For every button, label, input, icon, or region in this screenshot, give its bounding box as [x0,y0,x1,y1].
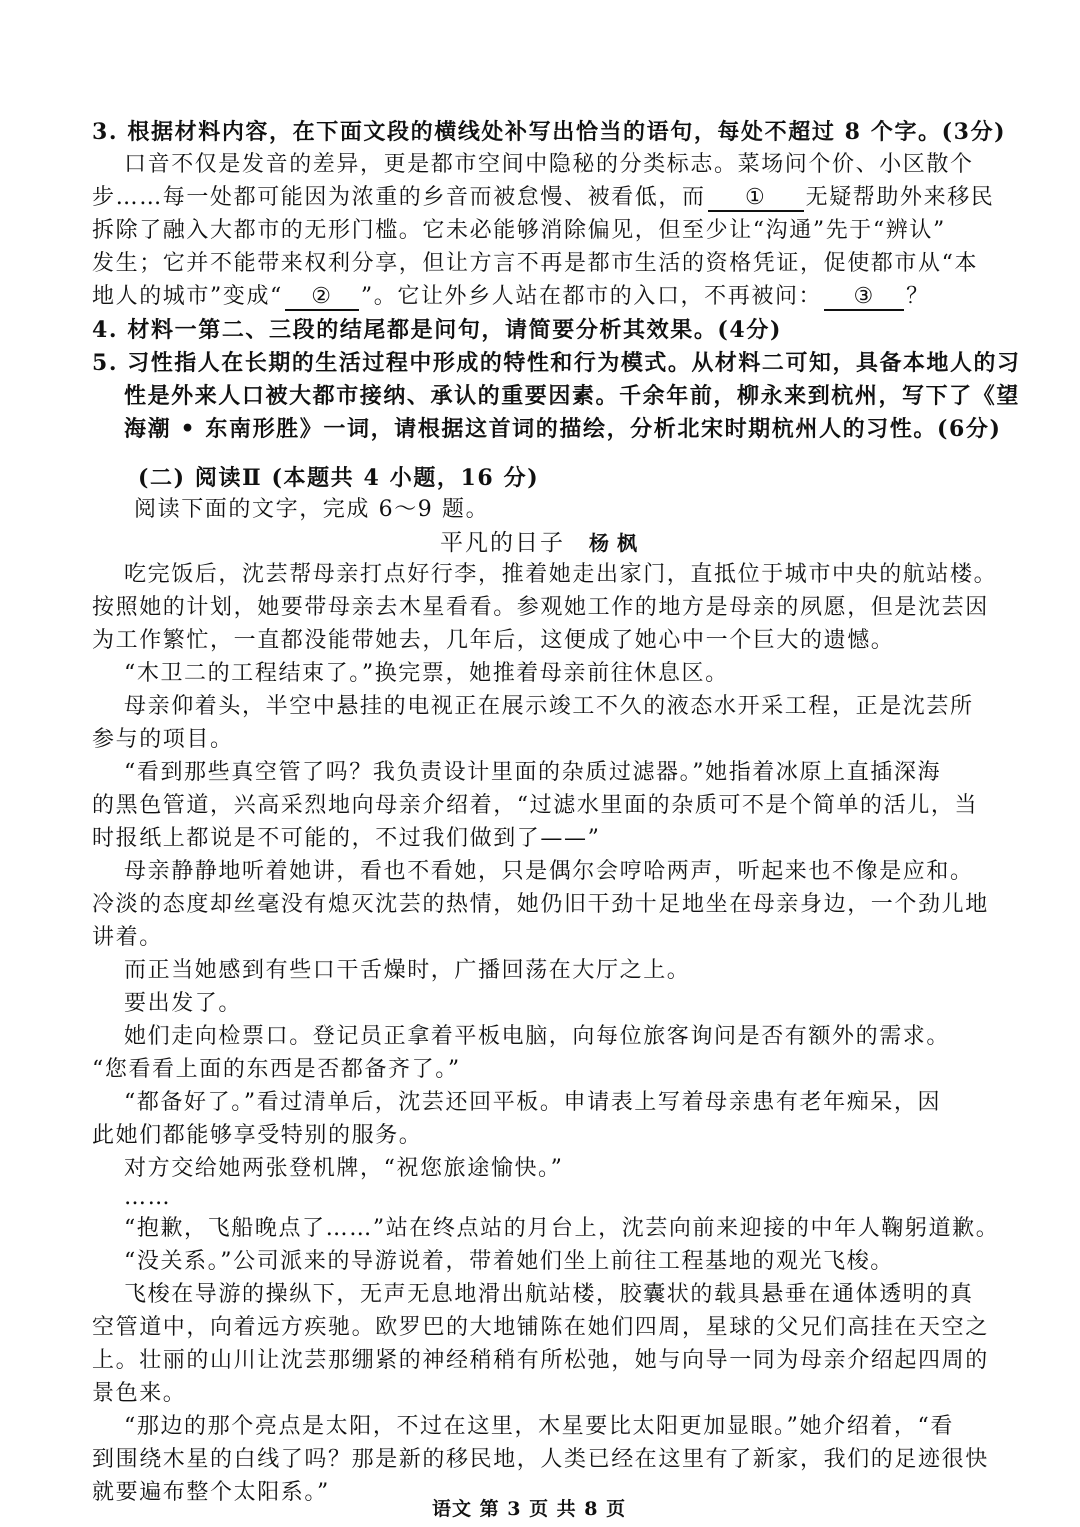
story-line: 讲着。 [92,925,163,950]
answer-blank-2: ② [285,285,359,311]
q3-passage-line-1: 口音不仅是发音的差异，更是都市空间中隐秘的分类标志。菜场问个价、小区散个 [124,152,974,177]
story-line: 就要遍布整个太阳系。” [92,1480,330,1505]
story-line: 冷淡的态度却丝毫没有熄灭沈芸的热情，她仍旧干劲十足地坐在母亲身边，一个劲儿地 [92,892,989,917]
answer-blank-3: ③ [824,285,904,311]
q3-line-2-text-a: 步……每一处都可能因为浓重的乡音而被怠慢、被看低，而 [92,185,706,210]
q3-passage-line-3: 拆除了融入大都市的无形门槛。它未必能够消除偏见，但至少让“沟通”先于“辨认” [92,218,946,243]
story-line: 景色来。 [92,1381,187,1406]
story-line: 母亲仰着头，半空中悬挂的电视正在展示竣工不久的液态水开采工程，正是沈芸所 [124,694,974,719]
story-line: 吃完饭后，沈芸帮母亲打点好行李，推着她走出家门，直抵位于城市中央的航站楼。 [124,562,998,587]
section-2-instruction: 阅读下面的文字，完成 6～9 题。 [134,497,490,522]
q3-header: 3. 根据材料内容，在下面文段的横线处补写出恰当的语句，每处不超过 8 个字。(3分) [92,119,1007,145]
story-line: 上。壮丽的山川让沈芸那绷紧的神经稍稍有所松弛，她与向导一同为母亲介绍起四周的 [92,1348,989,1373]
story-line: “那边的那个亮点是太阳，不过在这里，木星要比太阳更加显眼。”她介绍着，“看 [124,1414,954,1439]
story-title: 平凡的日子 [440,530,565,556]
story-line: 的黑色管道，兴高采烈地向母亲介绍着，“过滤水里面的杂质可不是个简单的活儿，当 [92,793,979,818]
q3-passage-line-5 [92,282,930,312]
story-line: “木卫二的工程结束了。”换完票，她推着母亲前往休息区。 [124,661,729,686]
q5-line-2: 性是外来人口被大都市接纳、承认的重要因素。千余年前，柳永来到杭州，写下了《望 [124,383,1020,409]
page-footer: 语文 第 3 页 共 8 页 [432,1498,627,1520]
story-line: 飞梭在导游的操纵下，无声无息地滑出航站楼，胶囊状的载具悬垂在通体透明的真 [124,1282,974,1307]
q3-line-5-text-b: ”。它让外乡人站在都市的入口，不再被问： [360,284,823,309]
story-line: 为工作繁忙，一直都没能带她去，几年后，这便成了她心中一个巨大的遗憾。 [92,628,895,653]
story-line: 而正当她感到有些口干舌燥时，广播回荡在大厅之上。 [124,958,691,983]
q3-line-5-text-c: ？ [906,284,930,309]
story-line: 时报纸上都说是不可能的，不过我们做到了——” [92,826,601,851]
story-line: 母亲静静地听着她讲，看也不看她，只是偶尔会哼哈两声，听起来也不像是应和。 [124,859,974,884]
section-2-heading: (二) 阅读Ⅱ (本题共 4 小题，16 分) [138,465,540,491]
answer-blank-1: ① [708,186,804,212]
q3-passage-line-2 [92,183,994,213]
story-title-line [440,528,645,559]
story-ellipsis: …… [124,1185,172,1210]
story-line: 要出发了。 [124,991,243,1016]
story-line: “抱歉，飞船晚点了……”站在终点站的月台上，沈芸向前来迎接的中年人鞠躬道歉。 [124,1216,1000,1241]
story-line: 她们走向检票口。登记员正拿着平板电脑，向每位旅客询问是否有额外的需求。 [124,1024,951,1049]
story-line: 对方交给她两张登机牌，“祝您旅途愉快。” [124,1156,564,1181]
q3-line-2-text-b: 无疑帮助外来移民 [805,185,995,210]
story-line: “都备好了。”看过清单后，沈芸还回平板。申请表上写着母亲患有老年痴呆，因 [124,1090,942,1115]
story-line: 此她们都能够享受特别的服务。 [92,1123,423,1148]
story-line: “您看看上面的东西是否都备齐了。” [92,1057,461,1082]
q3-passage-line-4: 发生；它并不能带来权利分享，但让方言不再是都市生活的资格凭证，促使都市从“本 [92,251,979,276]
story-line: 空管道中，向着远方疾驰。欧罗巴的大地铺陈在她们四周，星球的父兄们高挂在天空之 [92,1315,989,1340]
q3-line-5-text-a: 地人的城市”变成“ [92,284,283,309]
story-line: 按照她的计划，她要带母亲去木星看看。参观她工作的地方是母亲的夙愿，但是沈芸因 [92,595,989,620]
story-line: “没关系。”公司派来的导游说着，带着她们坐上前往工程基地的观光飞梭。 [124,1249,894,1274]
story-line: 到围绕木星的白线了吗？那是新的移民地，人类已经在这里有了新家，我们的足迹很快 [92,1447,989,1472]
story-line: “看到那些真空管了吗？我负责设计里面的杂质过滤器。”她指着冰原上直插深海 [124,760,942,785]
story-line: 参与的项目。 [92,727,234,752]
story-author: 杨枫 [589,531,645,555]
q5-line-3: 海潮 • 东南形胜》一词，请根据这首词的描绘，分析北宋时期杭州人的习性。(6分) [124,416,1002,442]
q5-line-1: 5. 习性指人在长期的生活过程中形成的特性和行为模式。从材料二可知，具备本地人的习 [92,350,1021,376]
q4-text: 4. 材料一第二、三段的结尾都是问句，请简要分析其效果。(4分) [92,317,782,343]
